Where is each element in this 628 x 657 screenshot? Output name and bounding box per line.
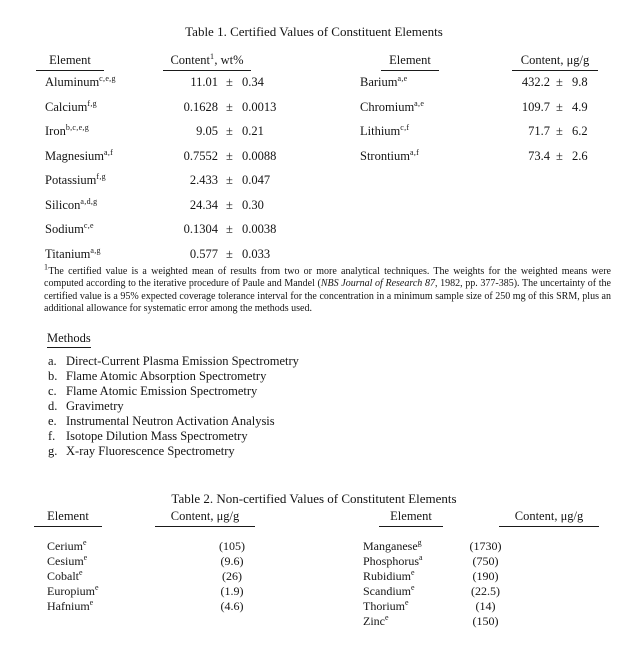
element-name: Scandium	[363, 584, 411, 598]
element-name: Aluminum	[45, 75, 100, 89]
uncertainty-value: 0.30	[242, 197, 264, 212]
method-key: d.	[48, 399, 58, 413]
method-superscript: a	[419, 553, 423, 562]
method-superscript: a,e	[414, 98, 425, 108]
method-superscript: e	[79, 568, 83, 577]
element-name: Phosphorus	[363, 554, 420, 568]
method-superscript: e	[385, 613, 389, 622]
plus-minus: ±	[226, 197, 233, 212]
content-value: (1730)	[469, 539, 502, 553]
footnote-text: The certified value is a weighted mean of results from two or more analytical techniques. The weights for the weighted means were computed according to the iterative procedure of Paule and Mandel (	[44, 266, 611, 290]
footnote-citation: NBS Journal of Research 87	[320, 278, 435, 290]
element-name: Magnesium	[45, 148, 105, 163]
table-row	[40, 222, 325, 247]
element-name: Rubidium	[363, 569, 412, 583]
table2-left-rows	[47, 539, 327, 614]
method-superscript: e	[411, 568, 415, 577]
table-row	[363, 614, 613, 629]
method-superscript: c,f	[400, 122, 410, 132]
element-name: Sodium	[45, 222, 84, 236]
table2-right-element-header: Element	[379, 509, 443, 527]
content-value: 0.577	[189, 246, 218, 261]
table-row	[47, 554, 327, 569]
method-key: c.	[48, 384, 57, 398]
table1-title: Table 1. Certified Values of Constituent Elements	[185, 24, 443, 39]
uncertainty-value: 0.0013	[242, 99, 277, 114]
table-row	[47, 584, 327, 599]
uncertainty-value: 0.047	[242, 173, 271, 187]
method-key: e.	[48, 414, 57, 428]
element-name: Barium	[360, 75, 398, 89]
content-value: 2.433	[189, 173, 218, 187]
plus-minus: ±	[556, 75, 563, 89]
method-superscript: f,g	[87, 98, 97, 108]
method-superscript: e	[405, 598, 409, 607]
content-value: (26)	[222, 569, 242, 583]
method-key: f.	[48, 429, 56, 443]
method-label: Flame Atomic Absorption Spectrometry	[66, 369, 267, 383]
content-value: (9.6)	[220, 554, 244, 568]
content-value: (1.9)	[220, 584, 244, 598]
content-value: 0.1304	[183, 222, 218, 236]
methods-list	[48, 354, 299, 459]
uncertainty-value: 9.8	[572, 75, 588, 89]
plus-minus: ±	[226, 99, 233, 114]
content-value: (14)	[475, 599, 496, 613]
table2-title: Table 2. Non-certified Values of Constitutent Elements	[171, 491, 457, 506]
method-superscript: g	[417, 538, 422, 547]
uncertainty-value: 0.033	[242, 246, 271, 261]
method-key: a.	[48, 354, 57, 368]
table-row	[363, 584, 613, 599]
method-superscript: b,c,e,g	[65, 122, 90, 132]
element-name: Hafnium	[47, 599, 90, 613]
method-item	[48, 444, 299, 459]
table-row	[47, 539, 327, 554]
table-row	[40, 149, 325, 174]
method-item	[48, 414, 299, 429]
element-name: Chromium	[360, 99, 415, 114]
plus-minus: ±	[226, 75, 233, 89]
element-name: Potassium	[45, 173, 97, 187]
method-superscript: a,f	[410, 147, 420, 157]
uncertainty-value: 4.9	[572, 99, 588, 114]
element-name: Europium	[47, 584, 95, 598]
table1-left-element-header: Element	[36, 53, 104, 71]
table-row	[360, 124, 610, 149]
plus-minus: ±	[226, 222, 233, 236]
content-value: (150)	[472, 614, 499, 628]
plus-minus: ±	[556, 99, 563, 114]
method-superscript: a,g	[90, 245, 101, 255]
method-superscript: f,g	[96, 171, 106, 181]
element-name: Strontium	[360, 148, 411, 163]
method-label: Isotope Dilution Mass Spectrometry	[66, 429, 248, 443]
table2-left-content-header: Content, μg/g	[155, 509, 255, 527]
table-row	[40, 124, 325, 149]
method-superscript: e	[89, 598, 94, 607]
method-item	[48, 399, 299, 414]
uncertainty-value: 6.2	[572, 124, 588, 138]
element-name: Zinc	[363, 614, 385, 628]
method-superscript: a,d,g	[80, 196, 98, 206]
method-superscript: c,e,g	[99, 73, 116, 83]
element-name: Lithium	[360, 124, 401, 138]
table-row	[363, 599, 613, 614]
content-header-text: Content	[170, 53, 211, 67]
table-row	[47, 569, 327, 584]
element-name: Cerium	[47, 539, 83, 553]
table-row	[360, 149, 610, 174]
table-row	[47, 599, 327, 614]
table2-right-content-header: Content, μg/g	[499, 509, 599, 527]
table2-left-element-header: Element	[34, 509, 102, 527]
method-superscript: a,f	[104, 147, 114, 157]
table1-right-rows	[360, 75, 610, 173]
method-superscript: e	[83, 553, 88, 562]
methods-heading: Methods	[47, 331, 91, 348]
method-key: b.	[48, 369, 58, 383]
method-superscript: e	[83, 538, 87, 547]
content-value: (105)	[219, 539, 245, 553]
method-label: X-ray Fluorescence Spectrometry	[66, 444, 235, 458]
method-label: Direct-Current Plasma Emission Spectrometry	[66, 354, 299, 368]
table-row	[363, 554, 613, 569]
plus-minus: ±	[556, 124, 563, 138]
content-value: (4.6)	[220, 599, 244, 613]
element-name: Iron	[45, 124, 66, 138]
plus-minus: ±	[226, 246, 233, 261]
method-item	[48, 384, 299, 399]
footnote-marker: 1	[44, 262, 49, 272]
element-name: Manganese	[363, 539, 418, 553]
content-value: 109.7	[521, 99, 550, 114]
element-name: Calcium	[45, 99, 88, 114]
method-superscript: e	[411, 583, 415, 592]
uncertainty-value: 0.34	[242, 75, 264, 89]
plus-minus: ±	[556, 148, 563, 163]
method-item	[48, 429, 299, 444]
table-row	[363, 569, 613, 584]
uncertainty-value: 0.21	[242, 124, 264, 138]
content-value: (190)	[472, 569, 499, 583]
content-value: 71.7	[528, 124, 550, 138]
method-label: Instrumental Neutron Activation Analysis	[66, 414, 275, 428]
method-item	[48, 354, 299, 369]
content-value: (22.5)	[471, 584, 500, 598]
uncertainty-value: 0.0038	[242, 222, 277, 236]
element-name: Thorium	[363, 599, 405, 613]
content-value: 432.2	[521, 75, 550, 89]
element-name: Cesium	[47, 554, 84, 568]
content-value: 73.4	[528, 148, 550, 163]
certified-value-footnote	[44, 262, 611, 316]
table-row	[40, 198, 325, 223]
content-value: 24.34	[189, 197, 218, 212]
table-row	[360, 100, 610, 125]
plus-minus: ±	[226, 124, 233, 138]
table1-right-content-header: Content, μg/g	[512, 53, 598, 71]
content-value: 0.1628	[183, 99, 218, 114]
plus-minus: ±	[226, 148, 233, 163]
table-row	[363, 539, 613, 554]
element-name: Titanium	[45, 246, 91, 261]
footnote-marker: 1	[210, 51, 215, 61]
table2-right-rows	[363, 539, 613, 629]
uncertainty-value: 0.0088	[242, 148, 277, 163]
table-row	[40, 173, 325, 198]
content-value: 11.01	[190, 75, 218, 89]
table1-left-rows	[40, 75, 325, 271]
table1-left-content-header	[163, 53, 251, 71]
table1-right-element-header: Element	[381, 53, 439, 71]
method-superscript: e	[95, 583, 99, 592]
method-superscript: c,e	[83, 220, 94, 230]
method-superscript: a,e	[397, 73, 408, 83]
method-label: Flame Atomic Emission Spectrometry	[66, 384, 258, 398]
plus-minus: ±	[226, 173, 233, 187]
uncertainty-value: 2.6	[572, 148, 588, 163]
method-key: g.	[48, 444, 58, 458]
content-value: 9.05	[196, 124, 218, 138]
table-row	[40, 75, 325, 100]
element-name: Cobalt	[47, 569, 79, 583]
content-header-units: , wt%	[214, 53, 244, 67]
content-value: 0.7552	[183, 148, 218, 163]
method-label: Gravimetry	[66, 399, 124, 413]
table-row	[40, 100, 325, 125]
element-name: Silicon	[45, 197, 81, 212]
content-value: (750)	[472, 554, 499, 568]
method-item	[48, 369, 299, 384]
footnote-text: , 1982, pp. 377-385). The uncertainty of the certified value is a 95% expected coverage tolerance interval for the concentration in a minimum sample size of 250 mg of this SRM, plus an additional allowance for systematic error among the methods used.	[44, 278, 611, 315]
table-row	[360, 75, 610, 100]
